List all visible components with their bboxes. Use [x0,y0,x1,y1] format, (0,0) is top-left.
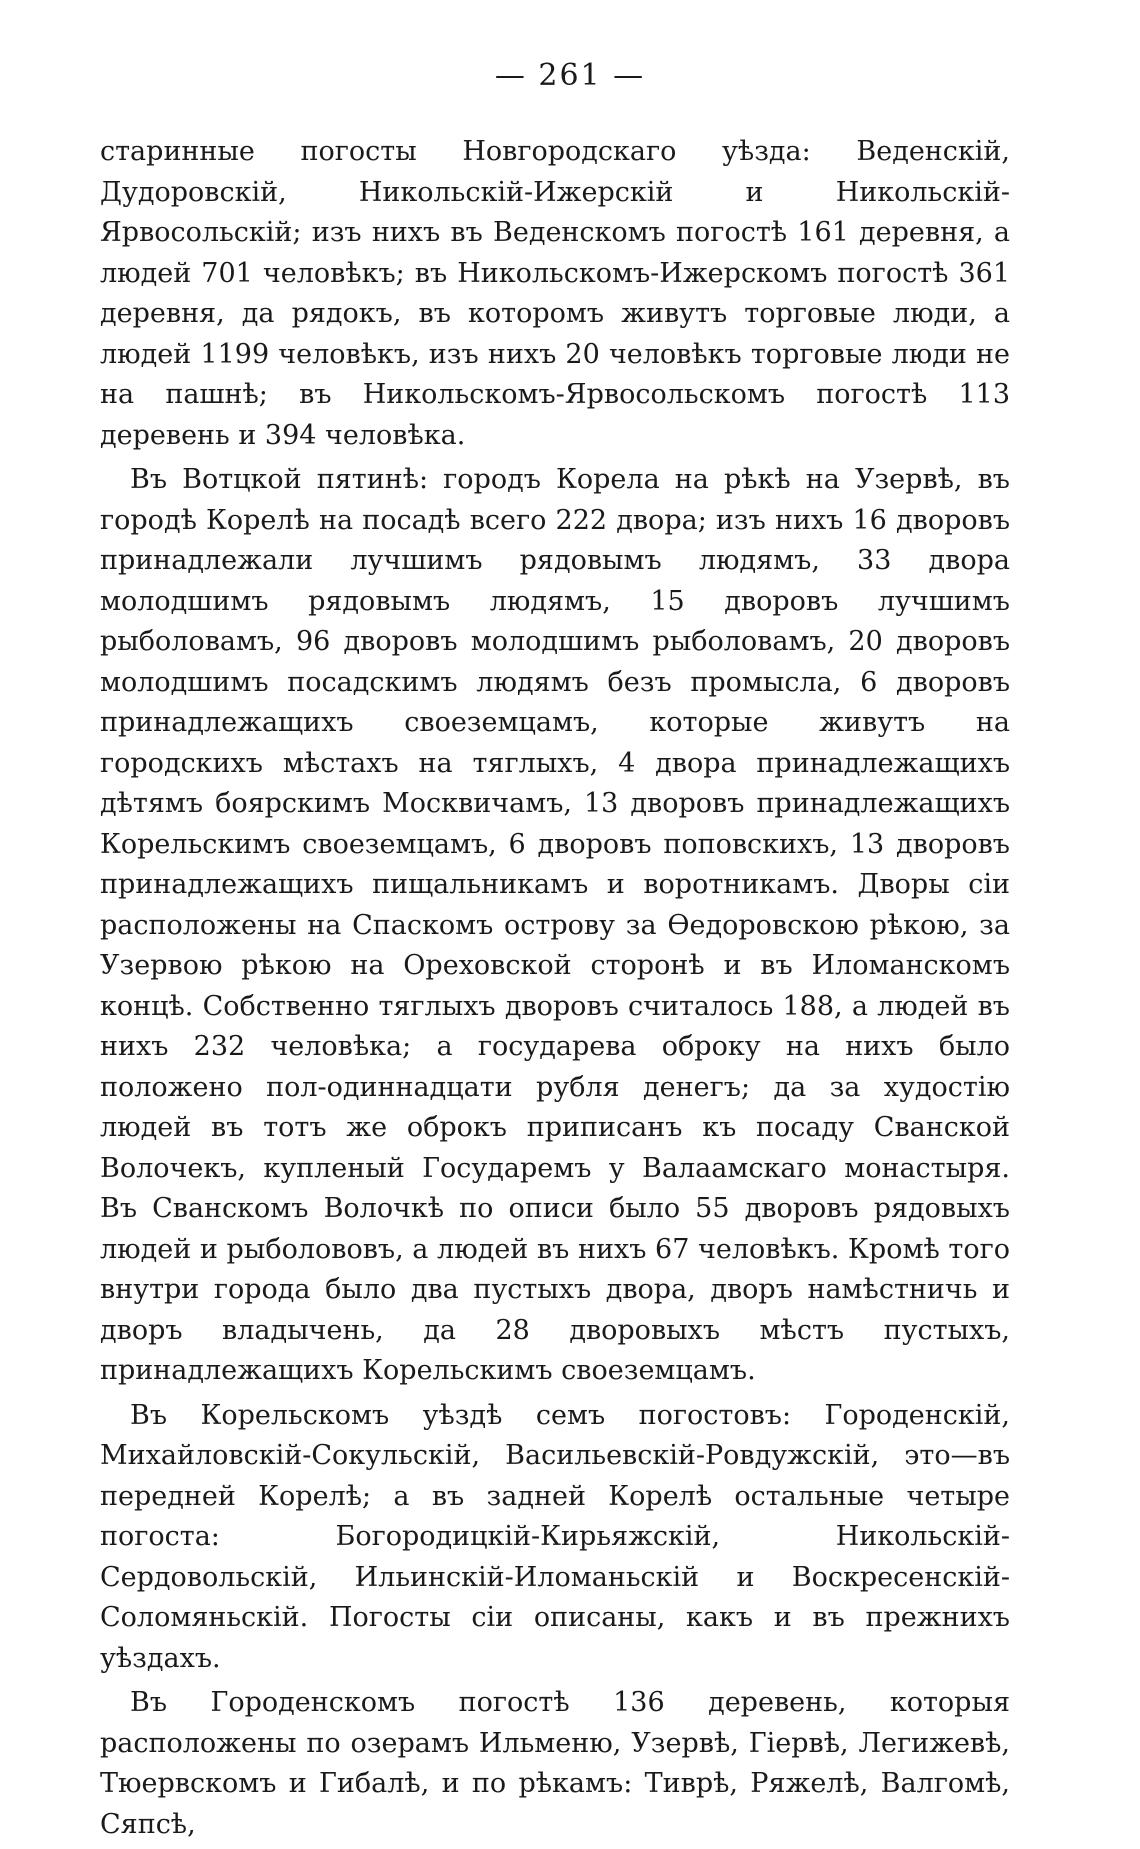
page-text [100,132,1010,1849]
page-number: — 261 — [494,58,646,93]
paragraph-continuation: старинные погосты Новгородскаго уѣзда: Веденскій, Дудоровскій, Никольскій-Ижерскій и Никольскій-Ярвосольскій; изъ нихъ въ Веденскомъ погостѣ 161 деревня, а людей 701 человѣкъ; въ Никольскомъ-Ижерскомъ погостѣ 361 деревня, да рядокъ, въ которомъ живутъ торговые люди, а людей 1199 человѣкъ, изъ нихъ 20 человѣкъ торговые люди не на пашнѣ; въ Никольскомъ-Ярвосольскомъ погостѣ 113 деревень и 394 человѣка. [100,136,1010,451]
paragraph-korelsky-uezd: Въ Корельскомъ уѣздѣ семъ погостовъ: Городенскій, Михайловскій-Сокульскій, Васильевскій-Ровдужскій, это—въ передней Корелѣ; а въ задней Корелѣ остальные четыре погоста: Богородицкій-Кирьяжскій, Никольскій-Сердовольскій, Ильинскій-Иломаньскій и Воскресенскій-Соломяньскій. Погосты сіи описаны, какъ и въ прежнихъ уѣздахъ. [100,1399,1010,1674]
paragraph-gorodensky-pogost: Въ Городенскомъ погостѣ 136 деревень, которыя расположены по озерамъ Ильменю, Узервѣ, Гіервѣ, Легижевѣ, Тюервскомъ и Гибалѣ, и по рѣкамъ: Тиврѣ, Ряжелѣ, Валгомѣ, Сяпсѣ, [100,1687,1010,1840]
paragraph-votskaya-pyatina: Въ Вотцкой пятинѣ: городъ Корела на рѣкѣ на Узервѣ, въ городѣ Корелѣ на посадѣ всего 222 двора; изъ нихъ 16 дворовъ принадлежали лучшимъ рядовымъ людямъ, 33 двора молодшимъ рядовымъ людямъ, 15 дворовъ лучшимъ рыболовамъ, 96 дворовъ молодшимъ рыболовамъ, 20 дворовъ молодшимъ посадскимъ людямъ безъ промысла, 6 дворовъ принадлежащихъ своеземцамъ, которые живутъ на городскихъ мѣстахъ на тяглыхъ, 4 двора принадлежащихъ дѣтямъ боярскимъ Москвичамъ, 13 дворовъ принадлежащихъ Корельскимъ своеземцамъ, 6 дворовъ поповскихъ, 13 дворовъ принадлежащихъ пищальникамъ и воротникамъ. Дворы сіи расположены на Спаскомъ острову за Ѳедоровскою рѣкою, за Узервою рѣкою на Ореховской сторонѣ и въ Иломанскомъ концѣ. Собственно тяглыхъ дворовъ считалось 188, а людей въ нихъ 232 человѣка; а государева оброку на нихъ было положено пол-одиннадцати рубля денегъ; да за худостію людей въ тотъ же оброкъ приписанъ къ посаду Сванской Волочекъ, купленый Государемъ у Валаамскаго монастыря. Въ Сванскомъ Волочкѣ по описи было 55 дворовъ рядовыхъ людей и рыболововъ, а людей въ нихъ 67 человѣкъ. Кромѣ того внутри города было два пустыхъ двора, дворъ намѣстничь и дворъ владычень, да 28 дворовыхъ мѣстъ пустыхъ, принадлежащихъ Корельскимъ своеземцамъ. [100,464,1010,1386]
